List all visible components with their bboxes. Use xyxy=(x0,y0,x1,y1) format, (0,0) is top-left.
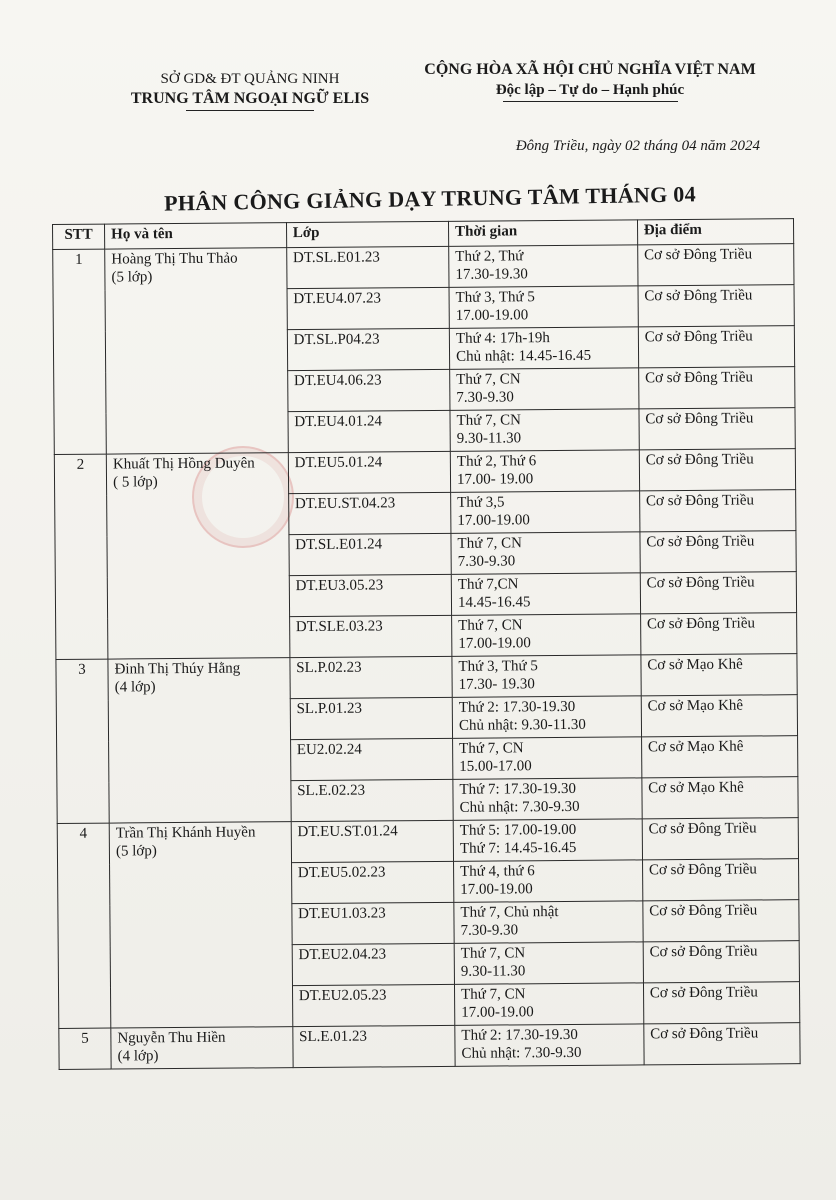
class-code: SL.P.02.23 xyxy=(296,659,362,677)
class-code: DT.SL.E01.24 xyxy=(295,536,383,554)
place-cell xyxy=(642,859,799,901)
place-name: Cơ sở Đông Triều xyxy=(645,410,754,428)
place-cell xyxy=(641,736,798,778)
time-cell xyxy=(454,901,643,943)
class-code: DT.EU2.05.23 xyxy=(298,987,387,1005)
stt-value: 2 xyxy=(76,456,85,473)
time-days: Thứ 7, CN xyxy=(457,535,522,552)
header-time: Thời gian xyxy=(448,220,637,246)
time-cell xyxy=(450,368,639,410)
place-name: Cơ sở Đông Triều xyxy=(644,246,753,264)
stt-cell xyxy=(59,1028,111,1069)
place-name: Cơ sở Mạo Khê xyxy=(647,697,744,715)
place-name: Cơ sở Đông Triều xyxy=(649,943,758,961)
class-code-cell xyxy=(293,1025,456,1067)
time-days: Thứ 2: 17.30-19.30 xyxy=(458,698,576,716)
motto-underline xyxy=(503,101,678,102)
stt-cell xyxy=(53,249,107,454)
national-header xyxy=(400,60,780,102)
document-title: PHÂN CÔNG GIẢNG DẠY TRUNG TÂM THÁNG 04 xyxy=(163,181,697,216)
time-cell xyxy=(454,860,643,902)
motto: Độc lập – Tự do – Hạnh phúc xyxy=(495,82,685,98)
class-code: DT.EU.ST.04.23 xyxy=(294,495,396,513)
time-cell xyxy=(451,532,640,574)
class-count: (4 lớp) xyxy=(117,1048,159,1065)
class-code-cell xyxy=(291,861,454,903)
place-name: Cơ sở Đông Triều xyxy=(648,861,757,879)
header-stt: STT xyxy=(53,224,105,249)
time-hours: Chủ nhật: 7.30-9.30 xyxy=(459,798,580,816)
table-body xyxy=(53,244,800,1070)
department-name: SỞ GD& ĐT QUẢNG NINH xyxy=(160,71,340,87)
time-cell xyxy=(451,491,640,533)
place-name: Cơ sở Mạo Khê xyxy=(647,738,744,756)
table-row xyxy=(54,449,795,496)
class-code-cell xyxy=(289,574,452,616)
class-code: EU2.02.24 xyxy=(296,741,362,759)
teacher-cell xyxy=(106,453,289,659)
place-cell xyxy=(637,244,794,286)
place-name: Cơ sở Đông Triều xyxy=(650,1025,759,1043)
time-hours: 9.30-11.30 xyxy=(460,963,526,980)
time-days: Thứ 3, Thứ 5 xyxy=(458,658,538,675)
place-name: Cơ sở Đông Triều xyxy=(644,287,753,305)
time-hours: Chủ nhật: 9.30-11.30 xyxy=(458,716,586,734)
time-hours: 7.30-9.30 xyxy=(456,389,514,406)
stt-value: 5 xyxy=(81,1030,89,1047)
time-hours: 17.00-19.00 xyxy=(457,512,530,529)
class-code: DT.EU.ST.01.24 xyxy=(297,823,398,841)
teacher-name: Hoàng Thị Thu Thảo xyxy=(111,250,238,268)
teacher-name: Đinh Thị Thúy Hằng xyxy=(114,660,241,678)
time-cell xyxy=(451,573,640,615)
table-row xyxy=(53,244,794,291)
stt-value: 4 xyxy=(79,825,88,842)
time-hours: 17.00-19.00 xyxy=(455,307,529,324)
stt-cell xyxy=(57,823,111,1028)
class-code-cell xyxy=(291,779,454,821)
class-code-cell xyxy=(290,738,453,780)
time-cell xyxy=(455,1024,644,1066)
place-name: Cơ sở Đông Triều xyxy=(648,820,757,838)
table-row xyxy=(59,1023,800,1070)
stt-value: 3 xyxy=(78,661,86,678)
class-code-cell xyxy=(288,492,451,534)
place-cell xyxy=(643,900,800,942)
class-code-cell xyxy=(286,246,449,288)
time-days: Thứ 3,5 xyxy=(457,494,505,511)
time-days: Thứ 7, CN xyxy=(460,945,526,962)
time-cell xyxy=(450,450,639,492)
table-row xyxy=(57,818,798,865)
place-name: Cơ sở Đông Triều xyxy=(646,533,755,551)
class-code: DT.EU5.01.24 xyxy=(294,454,383,472)
class-code-cell xyxy=(289,615,452,657)
stt-cell xyxy=(54,454,108,659)
class-code-cell xyxy=(287,369,450,411)
agency-header xyxy=(100,70,400,111)
class-code: DT.EU4.06.23 xyxy=(293,372,382,390)
place-name: Cơ sở Đông Triều xyxy=(644,328,753,346)
time-days: Thứ 7, CN xyxy=(456,371,521,388)
class-code-cell xyxy=(287,287,450,329)
time-days: Thứ 4, thứ 6 xyxy=(460,863,535,880)
center-name: TRUNG TÂM NGOẠI NGỮ ELIS xyxy=(130,90,370,107)
class-code-cell xyxy=(291,820,454,862)
place-cell xyxy=(640,613,797,655)
place-name: Cơ sở Mạo Khê xyxy=(647,656,743,674)
place-cell xyxy=(640,572,797,614)
class-code-cell xyxy=(288,410,451,452)
place-cell xyxy=(639,490,796,532)
time-hours: Thứ 7: 14.45-16.45 xyxy=(459,839,577,857)
time-days: Thứ 7, CN xyxy=(459,740,524,757)
teacher-cell xyxy=(111,1027,293,1069)
time-days: Thứ 7, CN xyxy=(461,986,526,1003)
time-hours: 7.30-9.30 xyxy=(457,553,516,570)
time-cell xyxy=(452,696,641,738)
teacher-name: Nguyễn Thu Hiền xyxy=(117,1029,226,1047)
class-code: DT.SL.E01.23 xyxy=(292,249,380,267)
class-code: DT.SL.P04.23 xyxy=(293,331,380,349)
time-days: Thứ 7,CN xyxy=(457,576,519,593)
time-hours: 9.30-11.30 xyxy=(456,430,522,447)
class-code: SL.E.01.23 xyxy=(299,1028,368,1046)
place-name: Cơ sở Đông Triều xyxy=(645,451,754,469)
place-name: Cơ sở Đông Triều xyxy=(645,492,755,510)
teacher-name: Trần Thị Khánh Huyền xyxy=(115,824,256,842)
time-cell xyxy=(453,778,642,820)
time-hours: 17.00- 19.00 xyxy=(456,471,534,488)
place-cell xyxy=(642,818,799,860)
time-cell xyxy=(454,983,643,1025)
place-cell xyxy=(639,449,796,491)
time-hours: 17.00-19.00 xyxy=(460,881,533,898)
class-code-cell xyxy=(292,984,455,1026)
date-line: Đông Triều, ngày 02 tháng 04 năm 2024 xyxy=(515,138,760,154)
class-count: ( 5 lớp) xyxy=(113,474,158,491)
class-code-cell xyxy=(287,328,450,370)
time-cell xyxy=(450,409,639,451)
time-days: Thứ 2: 17.30-19.30 xyxy=(461,1026,578,1044)
header-underline xyxy=(186,110,314,111)
time-days: Thứ 2, Thứ 6 xyxy=(456,453,537,470)
time-cell xyxy=(452,655,641,697)
class-count: (4 lớp) xyxy=(114,679,156,696)
class-count: (5 lớp) xyxy=(115,843,157,860)
class-code: DT.EU4.01.24 xyxy=(294,413,382,431)
place-name: Cơ sở Mạo Khê xyxy=(648,779,744,797)
class-code: SL.P.01.23 xyxy=(296,700,363,718)
place-name: Cơ sở Đông Triều xyxy=(649,902,758,920)
time-hours: 17.30- 19.30 xyxy=(458,676,535,693)
class-code: DT.EU2.04.23 xyxy=(298,946,387,964)
assignment-table xyxy=(52,218,801,1070)
header-name: Họ và tên xyxy=(105,223,287,249)
class-code: DT.SLE.03.23 xyxy=(295,618,383,636)
place-name: Cơ sở Đông Triều xyxy=(649,984,758,1002)
time-days: Thứ 4: 17h-19h xyxy=(455,330,550,347)
time-hours: 17.30-19.30 xyxy=(455,266,528,283)
class-code-cell xyxy=(292,902,455,944)
time-days: Thứ 2, Thứ xyxy=(455,248,524,265)
teacher-cell xyxy=(108,658,291,823)
time-cell xyxy=(449,327,638,369)
time-cell xyxy=(449,286,638,328)
time-days: Thứ 7, Chủ nhật xyxy=(460,904,559,921)
place-cell xyxy=(639,408,796,450)
time-hours: Chủ nhật: 14.45-16.45 xyxy=(455,347,592,365)
country-name: CỘNG HÒA XÃ HỘI CHỦ NGHĨA VIỆT NAM xyxy=(424,61,756,78)
class-code-cell xyxy=(292,943,455,985)
class-code: DT.EU5.02.23 xyxy=(297,864,386,882)
teacher-cell xyxy=(109,822,292,1028)
place-cell xyxy=(638,367,795,409)
stt-value: 1 xyxy=(74,251,83,268)
place-name: Cơ sở Đông Triều xyxy=(646,574,755,592)
time-days: Thứ 7, CN xyxy=(456,412,522,429)
place-cell xyxy=(638,326,795,368)
place-cell xyxy=(642,777,799,819)
class-code: DT.EU3.05.23 xyxy=(295,577,384,595)
header-place: Địa điểm xyxy=(637,219,793,245)
time-hours: 15.00-17.00 xyxy=(459,758,532,775)
time-cell xyxy=(449,245,638,287)
time-hours: 14.45-16.45 xyxy=(457,594,531,611)
time-cell xyxy=(454,942,643,984)
time-hours: 7.30-9.30 xyxy=(460,922,519,939)
header-class: Lớp xyxy=(286,221,448,247)
place-cell xyxy=(643,982,800,1024)
time-days: Thứ 7: 17.30-19.30 xyxy=(459,780,576,798)
class-count: (5 lớp) xyxy=(111,269,153,286)
class-code-cell xyxy=(288,451,451,493)
class-code: DT.EU4.07.23 xyxy=(293,290,382,308)
stt-cell xyxy=(56,659,109,823)
time-hours: Chủ nhật: 7.30-9.30 xyxy=(461,1044,582,1062)
place-cell xyxy=(644,1023,801,1065)
place-cell xyxy=(640,531,797,573)
teacher-name: Khuất Thị Hồng Duyên xyxy=(112,455,255,473)
time-hours: 17.00-19.00 xyxy=(458,635,531,652)
time-cell xyxy=(453,737,642,779)
place-cell xyxy=(641,654,798,696)
time-cell xyxy=(452,614,641,656)
place-cell xyxy=(643,941,800,983)
class-code-cell xyxy=(289,533,452,575)
class-code-cell xyxy=(290,697,453,739)
teacher-cell xyxy=(105,248,288,454)
place-name: Cơ sở Đông Triều xyxy=(646,615,756,633)
place-cell xyxy=(641,695,798,737)
class-code: DT.EU1.03.23 xyxy=(298,905,386,923)
time-hours: 17.00-19.00 xyxy=(461,1004,534,1021)
table-row xyxy=(56,654,797,701)
time-days: Thứ 5: 17.00-19.00 xyxy=(459,821,577,839)
class-code: SL.E.02.23 xyxy=(297,782,366,800)
place-cell xyxy=(638,285,795,327)
place-name: Cơ sở Đông Triều xyxy=(644,369,754,387)
time-days: Thứ 7, CN xyxy=(458,617,523,634)
time-days: Thứ 3, Thứ 5 xyxy=(455,289,535,306)
class-code-cell xyxy=(290,656,453,698)
time-cell xyxy=(453,819,642,861)
